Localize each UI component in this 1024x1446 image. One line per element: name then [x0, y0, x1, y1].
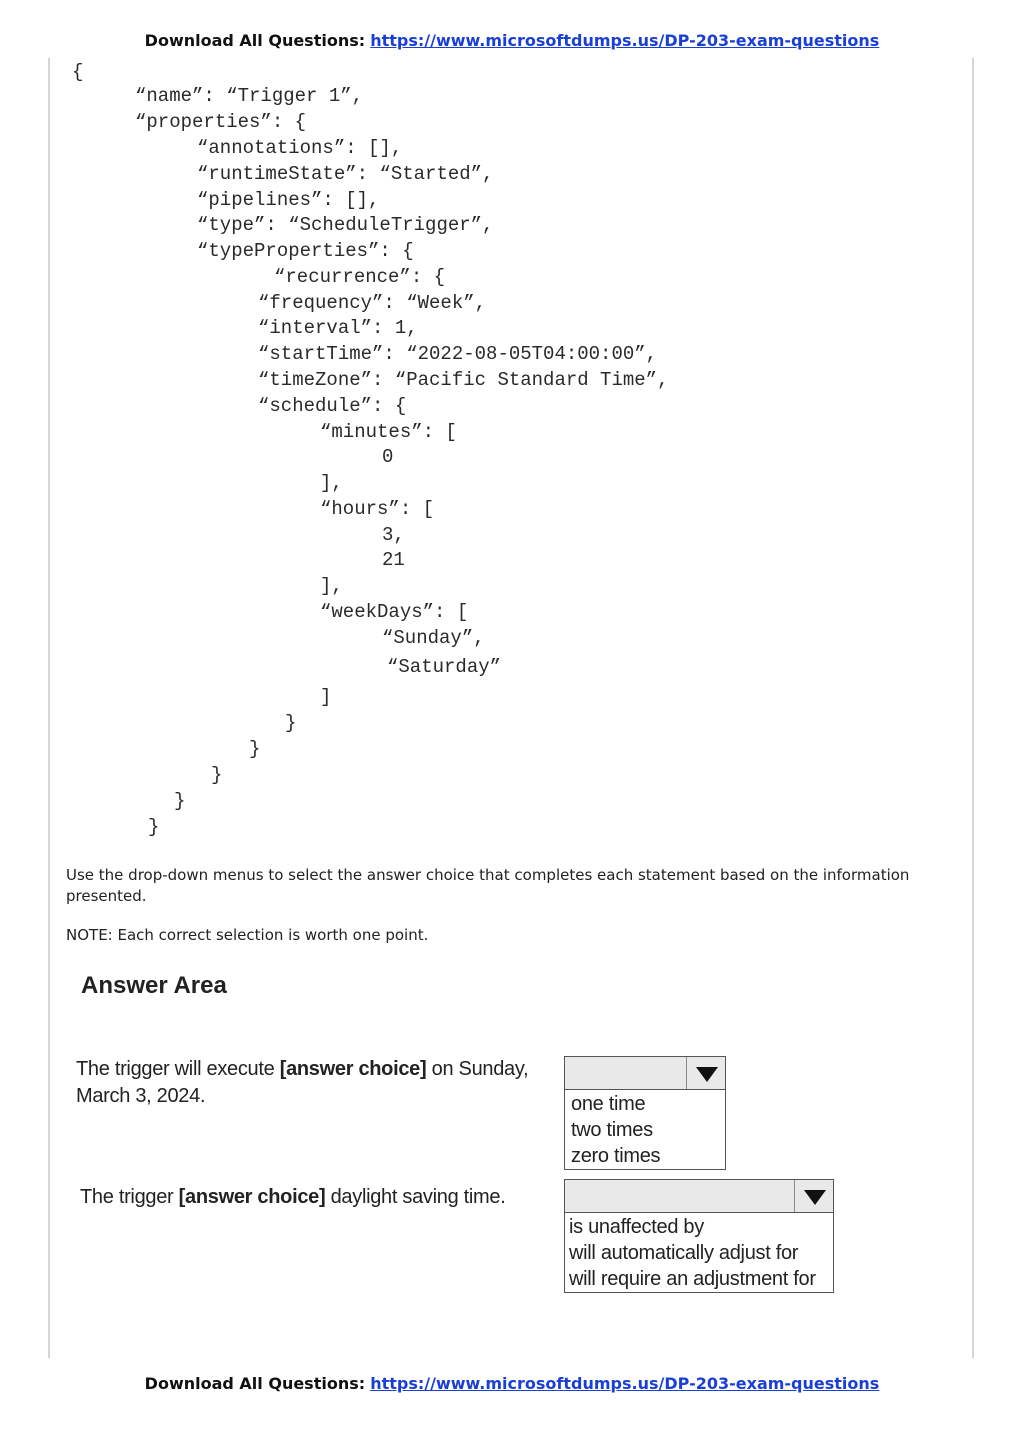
- page-border-left: [48, 58, 50, 1358]
- code-line: “interval”: 1,: [258, 317, 418, 339]
- statement-2-blank: [answer choice]: [178, 1186, 326, 1208]
- download-label: Download All Questions:: [144, 1374, 366, 1393]
- dropdown-1-option[interactable]: two times: [571, 1119, 653, 1141]
- statement-2-after: daylight saving time.: [325, 1186, 506, 1208]
- code-line: 3,: [382, 524, 405, 546]
- code-line: “weekDays”: [: [320, 601, 469, 623]
- dropdown-1-option[interactable]: one time: [571, 1093, 646, 1115]
- code-line: “minutes”: [: [320, 421, 457, 443]
- dropdown-1-option[interactable]: zero times: [571, 1145, 661, 1167]
- code-line: “frequency”: “Week”,: [258, 292, 487, 314]
- code-line: “schedule”: {: [258, 395, 407, 417]
- instructions-text: Use the drop-down menus to select the answer choice that completes each statement based on the information presented.: [66, 866, 910, 905]
- code-line: ],: [320, 575, 343, 597]
- code-line: ],: [320, 472, 343, 494]
- answer-area-title: Answer Area: [81, 972, 227, 999]
- download-banner-top: [0, 31, 1024, 50]
- code-line: }: [174, 790, 186, 812]
- code-line: “pipelines”: [],: [197, 189, 380, 211]
- code-line: “timeZone”: “Pacific Standard Time”,: [258, 369, 669, 391]
- statement-1: [76, 1056, 556, 1110]
- statement-2-before: The trigger: [80, 1186, 179, 1208]
- page-border-right: [972, 58, 974, 1358]
- dropdown-arrow-icon[interactable]: [794, 1180, 833, 1212]
- code-line: 0: [382, 446, 394, 468]
- statement-1-blank: [answer choice]: [279, 1058, 427, 1080]
- code-line: “type”: “ScheduleTrigger”,: [197, 214, 494, 236]
- download-link[interactable]: https://www.microsoftdumps.us/DP-203-exam-questions: [370, 31, 880, 50]
- code-line: 21: [382, 549, 405, 571]
- code-line: }: [148, 816, 160, 838]
- dropdown-arrow-icon[interactable]: [686, 1057, 725, 1089]
- code-line: “properties”: {: [135, 111, 307, 133]
- dropdown-2-option[interactable]: will require an adjustment for: [569, 1268, 816, 1290]
- statement-1-after: on Sunday, March 3, 2024.: [76, 1058, 529, 1107]
- statement-2: [80, 1184, 550, 1211]
- answer-dropdown-1[interactable]: [564, 1056, 726, 1170]
- code-line: }: [249, 738, 261, 760]
- code-line: “Sunday”,: [382, 627, 485, 649]
- code-line: “recurrence”: {: [274, 266, 446, 288]
- statement-1-before: The trigger will execute: [76, 1058, 280, 1080]
- code-line: “typeProperties”: {: [197, 240, 414, 262]
- download-link[interactable]: https://www.microsoftdumps.us/DP-203-exam-questions: [370, 1374, 880, 1393]
- code-line: “runtimeState”: “Started”,: [197, 163, 494, 185]
- dropdown-2-option[interactable]: will automatically adjust for: [569, 1242, 799, 1264]
- dropdown-2-option[interactable]: is unaffected by: [569, 1216, 704, 1238]
- download-banner-bottom: [0, 1374, 1024, 1393]
- note-text: NOTE: Each correct selection is worth one point.: [66, 926, 429, 944]
- code-line: {: [72, 61, 84, 83]
- code-line: ]: [320, 686, 332, 708]
- code-line: “annotations”: [],: [197, 137, 403, 159]
- code-line: “name”: “Trigger 1”,: [135, 85, 364, 107]
- code-line: “hours”: [: [320, 498, 435, 520]
- dropdown-1-header[interactable]: [565, 1057, 725, 1090]
- code-line: “startTime”: “2022-08-05T04:00:00”,: [258, 343, 658, 365]
- code-line: }: [211, 764, 223, 786]
- answer-dropdown-2[interactable]: [564, 1179, 834, 1293]
- dropdown-2-header[interactable]: [565, 1180, 833, 1213]
- download-label: Download All Questions:: [144, 31, 366, 50]
- code-line: }: [285, 712, 297, 734]
- code-line: “Saturday”: [387, 656, 502, 678]
